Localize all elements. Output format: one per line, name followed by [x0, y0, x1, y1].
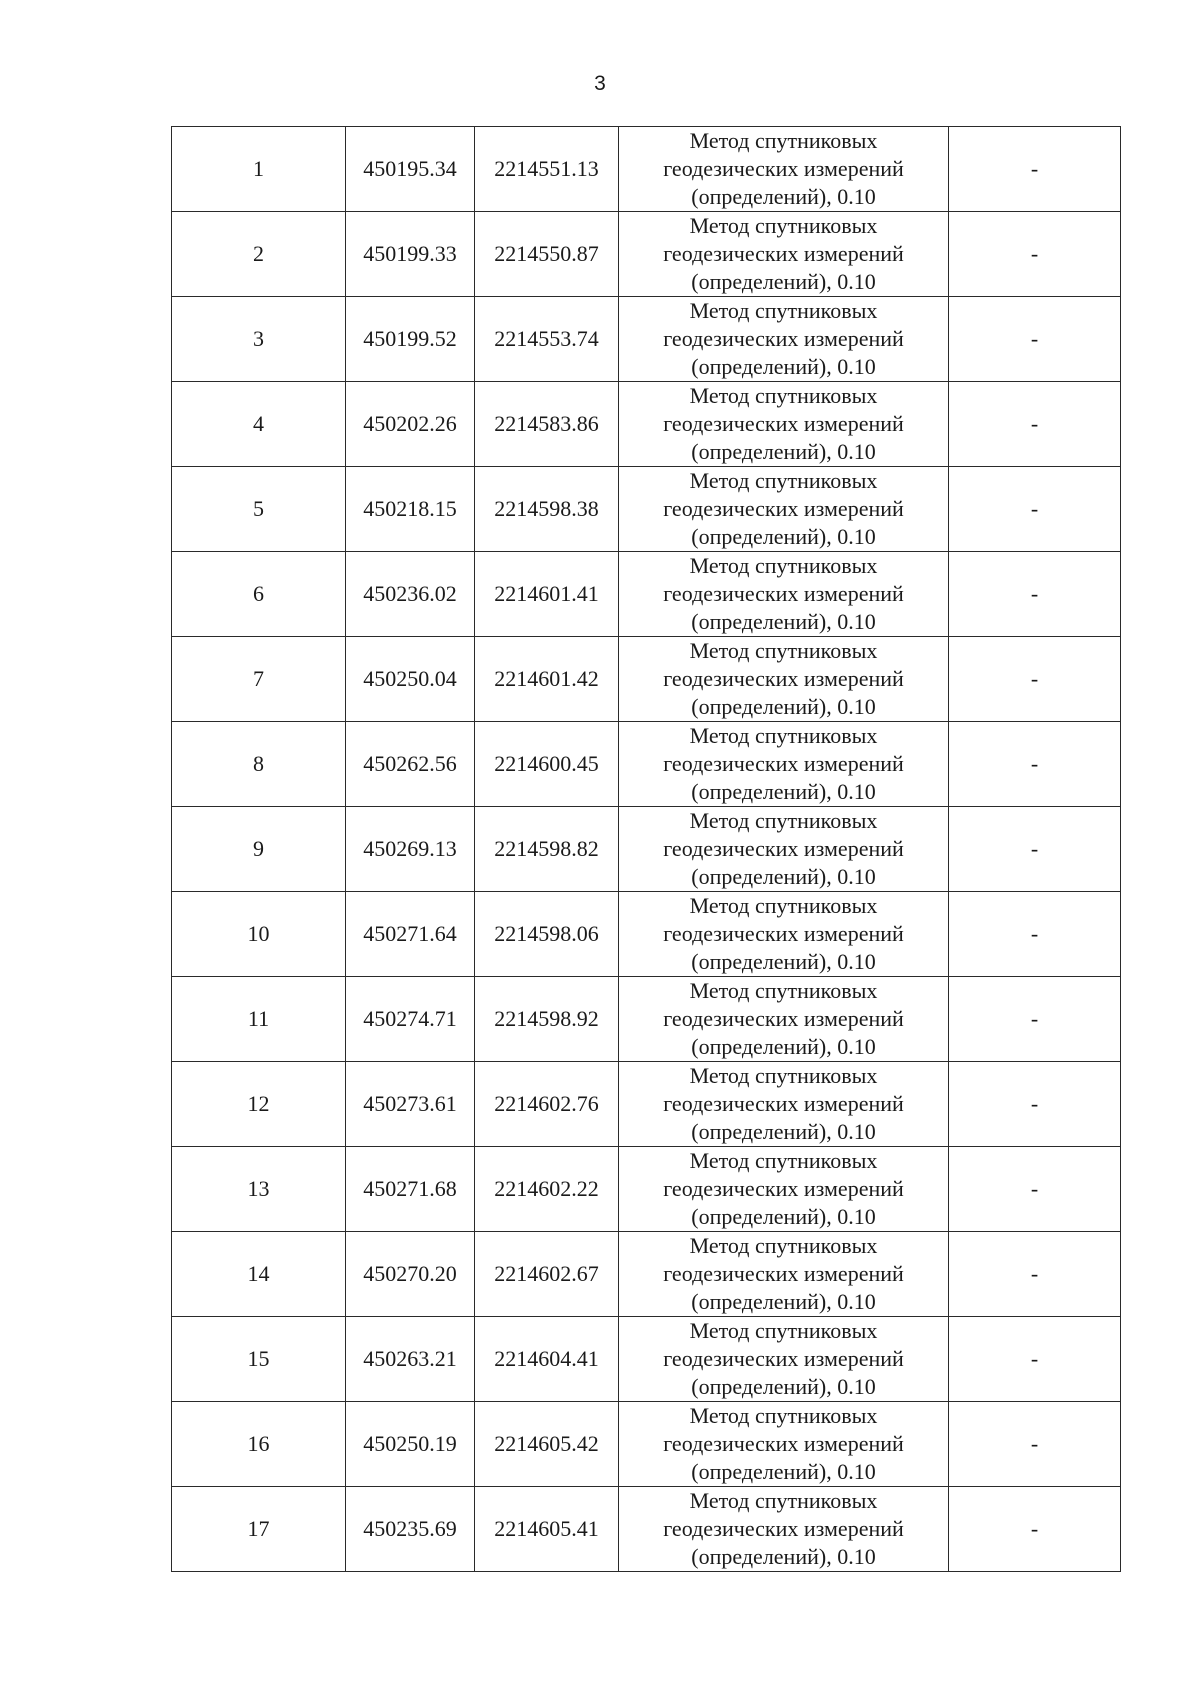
method-cell: [619, 1147, 949, 1232]
method-line: геодезических измерений: [663, 1261, 904, 1286]
method-line: Метод спутниковых: [689, 808, 878, 833]
table-row: [172, 382, 1121, 467]
method-cell: [619, 212, 949, 297]
point-number-cell: 15: [172, 1317, 346, 1402]
note-cell: -: [949, 1232, 1121, 1317]
x-coordinate-cell: 450235.69: [346, 1487, 475, 1572]
y-coordinate-cell: 2214598.06: [475, 892, 619, 977]
x-coordinate-cell: 450269.13: [346, 807, 475, 892]
method-cell: [619, 722, 949, 807]
note-cell: -: [949, 467, 1121, 552]
table-row: [172, 637, 1121, 722]
method-line: (определений), 0.10: [691, 779, 876, 804]
method-line: (определений), 0.10: [691, 694, 876, 719]
x-coordinate-cell: 450236.02: [346, 552, 475, 637]
x-coordinate-cell: 450250.04: [346, 637, 475, 722]
method-cell: [619, 1402, 949, 1487]
method-line: геодезических измерений: [663, 496, 904, 521]
table-row: [172, 1317, 1121, 1402]
method-line: геодезических измерений: [663, 1091, 904, 1116]
method-line: Метод спутниковых: [689, 1318, 878, 1343]
x-coordinate-cell: 450195.34: [346, 127, 475, 212]
y-coordinate-cell: 2214600.45: [475, 722, 619, 807]
y-coordinate-cell: 2214583.86: [475, 382, 619, 467]
method-cell: [619, 297, 949, 382]
method-line: геодезических измерений: [663, 411, 904, 436]
note-cell: -: [949, 892, 1121, 977]
method-line: геодезических измерений: [663, 666, 904, 691]
point-number-cell: 5: [172, 467, 346, 552]
y-coordinate-cell: 2214602.22: [475, 1147, 619, 1232]
note-cell: -: [949, 977, 1121, 1062]
method-cell: [619, 1317, 949, 1402]
method-cell: [619, 382, 949, 467]
y-coordinate-cell: 2214551.13: [475, 127, 619, 212]
table-row: [172, 552, 1121, 637]
table-row: [172, 807, 1121, 892]
table-row: [172, 212, 1121, 297]
method-line: (определений), 0.10: [691, 1459, 876, 1484]
method-cell: [619, 977, 949, 1062]
x-coordinate-cell: 450274.71: [346, 977, 475, 1062]
note-cell: -: [949, 552, 1121, 637]
method-line: Метод спутниковых: [689, 978, 878, 1003]
method-line: (определений), 0.10: [691, 524, 876, 549]
method-line: геодезических измерений: [663, 921, 904, 946]
method-line: Метод спутниковых: [689, 128, 878, 153]
method-line: (определений), 0.10: [691, 269, 876, 294]
x-coordinate-cell: 450199.52: [346, 297, 475, 382]
method-cell: [619, 807, 949, 892]
table-row: [172, 1402, 1121, 1487]
point-number-cell: 14: [172, 1232, 346, 1317]
method-cell: [619, 1062, 949, 1147]
y-coordinate-cell: 2214598.82: [475, 807, 619, 892]
method-line: (определений), 0.10: [691, 1289, 876, 1314]
method-line: Метод спутниковых: [689, 213, 878, 238]
method-line: Метод спутниковых: [689, 1063, 878, 1088]
point-number-cell: 3: [172, 297, 346, 382]
y-coordinate-cell: 2214601.41: [475, 552, 619, 637]
table-row: [172, 1487, 1121, 1572]
note-cell: -: [949, 807, 1121, 892]
table-row: [172, 977, 1121, 1062]
point-number-cell: 16: [172, 1402, 346, 1487]
method-cell: [619, 1487, 949, 1572]
method-line: геодезических измерений: [663, 836, 904, 861]
y-coordinate-cell: 2214604.41: [475, 1317, 619, 1402]
x-coordinate-cell: 450263.21: [346, 1317, 475, 1402]
method-line: (определений), 0.10: [691, 949, 876, 974]
note-cell: -: [949, 1147, 1121, 1232]
note-cell: -: [949, 127, 1121, 212]
point-number-cell: 13: [172, 1147, 346, 1232]
table-row: [172, 892, 1121, 977]
x-coordinate-cell: 450270.20: [346, 1232, 475, 1317]
point-number-cell: 12: [172, 1062, 346, 1147]
y-coordinate-cell: 2214602.67: [475, 1232, 619, 1317]
x-coordinate-cell: 450202.26: [346, 382, 475, 467]
method-line: (определений), 0.10: [691, 354, 876, 379]
point-number-cell: 8: [172, 722, 346, 807]
point-number-cell: 9: [172, 807, 346, 892]
page-number: 3: [594, 72, 606, 95]
note-cell: -: [949, 1402, 1121, 1487]
note-cell: -: [949, 1062, 1121, 1147]
method-line: Метод спутниковых: [689, 638, 878, 663]
method-line: Метод спутниковых: [689, 553, 878, 578]
point-number-cell: 4: [172, 382, 346, 467]
x-coordinate-cell: 450262.56: [346, 722, 475, 807]
method-line: Метод спутниковых: [689, 1403, 878, 1428]
method-cell: [619, 552, 949, 637]
method-line: (определений), 0.10: [691, 1204, 876, 1229]
method-cell: [619, 1232, 949, 1317]
y-coordinate-cell: 2214553.74: [475, 297, 619, 382]
note-cell: -: [949, 1487, 1121, 1572]
point-number-cell: 17: [172, 1487, 346, 1572]
method-cell: [619, 467, 949, 552]
note-cell: -: [949, 722, 1121, 807]
method-line: (определений), 0.10: [691, 864, 876, 889]
method-line: геодезических измерений: [663, 1176, 904, 1201]
method-line: Метод спутниковых: [689, 723, 878, 748]
method-line: (определений), 0.10: [691, 1544, 876, 1569]
coordinates-table: [171, 126, 1121, 1572]
method-line: Метод спутниковых: [689, 893, 878, 918]
method-line: геодезических измерений: [663, 581, 904, 606]
y-coordinate-cell: 2214598.38: [475, 467, 619, 552]
point-number-cell: 1: [172, 127, 346, 212]
note-cell: -: [949, 382, 1121, 467]
x-coordinate-cell: 450250.19: [346, 1402, 475, 1487]
method-line: геодезических измерений: [663, 1516, 904, 1541]
method-line: геодезических измерений: [663, 1006, 904, 1031]
method-line: (определений), 0.10: [691, 439, 876, 464]
point-number-cell: 10: [172, 892, 346, 977]
x-coordinate-cell: 450271.68: [346, 1147, 475, 1232]
y-coordinate-cell: 2214602.76: [475, 1062, 619, 1147]
note-cell: -: [949, 637, 1121, 722]
y-coordinate-cell: 2214601.42: [475, 637, 619, 722]
x-coordinate-cell: 450199.33: [346, 212, 475, 297]
method-cell: [619, 892, 949, 977]
method-line: (определений), 0.10: [691, 1119, 876, 1144]
x-coordinate-cell: 450273.61: [346, 1062, 475, 1147]
method-line: геодезических измерений: [663, 1431, 904, 1456]
method-line: Метод спутниковых: [689, 383, 878, 408]
method-line: геодезических измерений: [663, 241, 904, 266]
method-line: геодезических измерений: [663, 326, 904, 351]
note-cell: -: [949, 297, 1121, 382]
note-cell: -: [949, 1317, 1121, 1402]
method-line: Метод спутниковых: [689, 1488, 878, 1513]
x-coordinate-cell: 450218.15: [346, 467, 475, 552]
point-number-cell: 2: [172, 212, 346, 297]
table-row: [172, 722, 1121, 807]
method-line: Метод спутниковых: [689, 468, 878, 493]
table-row: [172, 297, 1121, 382]
y-coordinate-cell: 2214598.92: [475, 977, 619, 1062]
method-line: Метод спутниковых: [689, 298, 878, 323]
y-coordinate-cell: 2214550.87: [475, 212, 619, 297]
method-line: (определений), 0.10: [691, 609, 876, 634]
method-line: (определений), 0.10: [691, 1374, 876, 1399]
coordinates-table-body: [172, 127, 1121, 1572]
note-cell: -: [949, 212, 1121, 297]
method-line: Метод спутниковых: [689, 1148, 878, 1173]
table-row: [172, 1147, 1121, 1232]
x-coordinate-cell: 450271.64: [346, 892, 475, 977]
table-row: [172, 127, 1121, 212]
method-line: геодезических измерений: [663, 1346, 904, 1371]
point-number-cell: 11: [172, 977, 346, 1062]
method-line: Метод спутниковых: [689, 1233, 878, 1258]
point-number-cell: 6: [172, 552, 346, 637]
table-row: [172, 1062, 1121, 1147]
method-line: геодезических измерений: [663, 751, 904, 776]
table-row: [172, 1232, 1121, 1317]
method-cell: [619, 127, 949, 212]
y-coordinate-cell: 2214605.41: [475, 1487, 619, 1572]
table-row: [172, 467, 1121, 552]
method-cell: [619, 637, 949, 722]
point-number-cell: 7: [172, 637, 346, 722]
method-line: (определений), 0.10: [691, 184, 876, 209]
method-line: (определений), 0.10: [691, 1034, 876, 1059]
y-coordinate-cell: 2214605.42: [475, 1402, 619, 1487]
method-line: геодезических измерений: [663, 156, 904, 181]
